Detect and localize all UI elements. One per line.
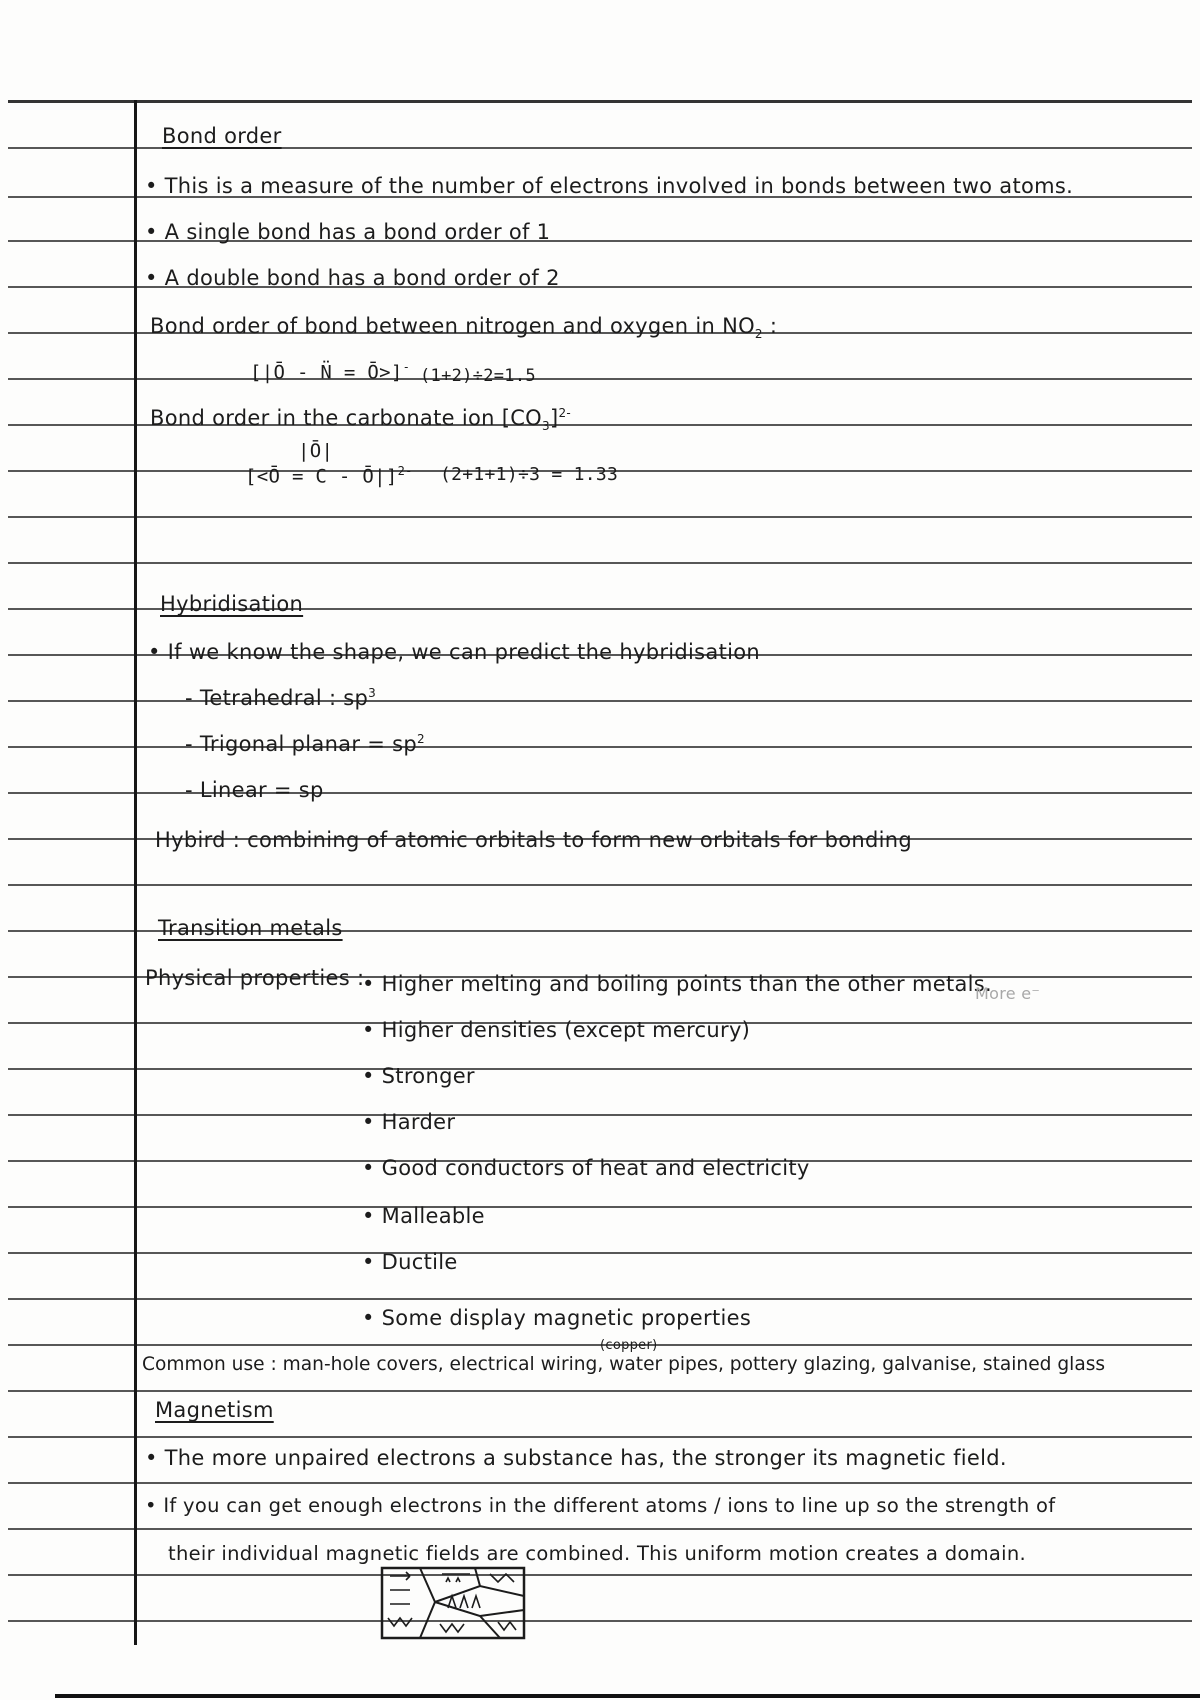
no2-colon: : (769, 314, 778, 338)
item-label: Tetrahedral : sp (199, 686, 369, 710)
hybridisation-heading: Hybridisation (160, 592, 304, 616)
property-item: • Higher densities (except mercury) (362, 1018, 751, 1042)
co3-structure (245, 464, 413, 487)
top-rule (8, 100, 1192, 103)
magnetic-domain-sketch (380, 1566, 530, 1642)
property-text: Higher densities (except mercury) (381, 1018, 751, 1042)
property-item: • Ductile (362, 1250, 458, 1274)
side-note: More e⁻ (975, 984, 1041, 1003)
physical-properties-label: Physical properties : (145, 966, 365, 990)
property-text: Good conductors of heat and electricity (381, 1156, 810, 1180)
co3-calc: (2+1+1)÷3 = 1.33 (440, 464, 619, 485)
magnetism-bullet-2: • If you can get enough electrons in the different atoms / ions to line up so the strength of (145, 1494, 1056, 1517)
page-bottom-edge (55, 1694, 1200, 1698)
co3-subscript: 3 (542, 419, 550, 434)
ruled-line (8, 1068, 1192, 1070)
margin-line (134, 100, 137, 1645)
no2-line (150, 314, 777, 341)
ruled-line (8, 884, 1192, 886)
no2-subscript: 2 (754, 327, 763, 342)
property-item: • Some display magnetic properties (362, 1306, 752, 1330)
property-text: Harder (381, 1110, 456, 1134)
hybridisation-item-linear: - Linear = sp (185, 778, 324, 802)
intro-text: If we know the shape, we can predict the hybridisation (167, 640, 761, 664)
hybridisation-item-tetrahedral: - Tetrahedral : $sp^3$ (185, 686, 377, 710)
magnetism-bullet-1: • The more unpaired electrons a substance has, the stronger its magnetic field. (145, 1446, 1007, 1470)
property-text: Higher melting and boiling points than the other metals. (381, 972, 992, 996)
bullet-text: A double bond has a bond order of 2 (164, 266, 560, 290)
hybridisation-intro: • If we know the shape, we can predict the hybridisation (148, 640, 761, 664)
ruled-line (8, 1114, 1192, 1116)
co3-text: Bond order in the carbonate ion [CO (150, 406, 542, 430)
ruled-line (8, 1390, 1192, 1392)
bond-order-bullet-3: • A double bond has a bond order of 2 (145, 266, 560, 290)
item-label: Trigonal planar = sp (199, 732, 417, 756)
common-use-line: Common use : man-hole covers, electrical wiring, water pipes, pottery glazing, galvanise, stained glass (142, 1354, 1106, 1375)
no2-structure (250, 360, 410, 383)
transition-metals-heading: Transition metals (158, 916, 343, 940)
property-text: Malleable (381, 1204, 485, 1228)
item-label: Linear = sp (199, 778, 324, 802)
co3-bracket: ] (549, 406, 559, 430)
ruled-line (8, 1436, 1192, 1438)
no2-structure-text: [|Ō - N̈ = Ō>] (250, 361, 403, 384)
bullet-text: If you can get enough electrons in the different atoms / ions to line up so the strength of (163, 1494, 1056, 1517)
bullet-text: A single bond has a bond order of 1 (164, 220, 551, 244)
magnetism-heading: Magnetism (155, 1398, 274, 1422)
property-item: • Good conductors of heat and electricity (362, 1156, 810, 1180)
ruled-line (8, 1528, 1192, 1530)
ruled-line (8, 1206, 1192, 1208)
ruled-line (8, 378, 1192, 380)
ruled-line (8, 516, 1192, 518)
property-text: Ductile (381, 1250, 458, 1274)
property-item: • Malleable (362, 1204, 485, 1228)
ruled-line (8, 1252, 1192, 1254)
property-item: • Higher melting and boiling points than the other metals. (362, 972, 992, 996)
property-text: Stronger (381, 1064, 475, 1088)
co3-structure-text: [<Ō = C - Ō|] (245, 465, 398, 488)
ruled-line (8, 1574, 1192, 1576)
ruled-line (8, 1298, 1192, 1300)
co3-structure-charge: 2- (397, 464, 413, 478)
hybridisation-item-trigonal: - Trigonal planar = $sp^2$ (185, 732, 425, 756)
bullet-text: This is a measure of the number of electrons involved in bonds between two atoms. (164, 174, 1074, 198)
item-superscript: 2 (417, 732, 425, 746)
hybrid-definition: Hybird : combining of atomic orbitals to form new orbitals for bonding (155, 828, 912, 852)
ruled-line (8, 1482, 1192, 1484)
bullet-text: The more unpaired electrons a substance has, the stronger its magnetic field. (164, 1446, 1007, 1470)
co3-charge: 2- (558, 406, 572, 420)
no2-charge: - (402, 360, 411, 374)
co3-line (150, 406, 571, 433)
property-item: • Harder (362, 1110, 456, 1134)
bond-order-bullet-1: • This is a measure of the number of electrons involved in bonds between two atoms. (145, 174, 1074, 198)
ruled-line (8, 1620, 1192, 1622)
item-superscript: 3 (368, 686, 377, 700)
bond-order-heading: Bond order (162, 124, 282, 148)
copper-note: (copper) (600, 1338, 658, 1353)
property-text: Some display magnetic properties (381, 1306, 752, 1330)
property-item: • Stronger (362, 1064, 475, 1088)
bond-order-bullet-2: • A single bond has a bond order of 1 (145, 220, 551, 244)
no2-calc: (1+2)÷2=1.5 (420, 366, 536, 386)
ruled-line (8, 562, 1192, 564)
co3-top-atom: |Ō| (298, 440, 334, 462)
no2-text: Bond order of bond between nitrogen and oxygen in NO (150, 314, 755, 338)
magnetism-bullet-2-continued: their individual magnetic fields are combined. This uniform motion creates a domain. (168, 1542, 1027, 1565)
